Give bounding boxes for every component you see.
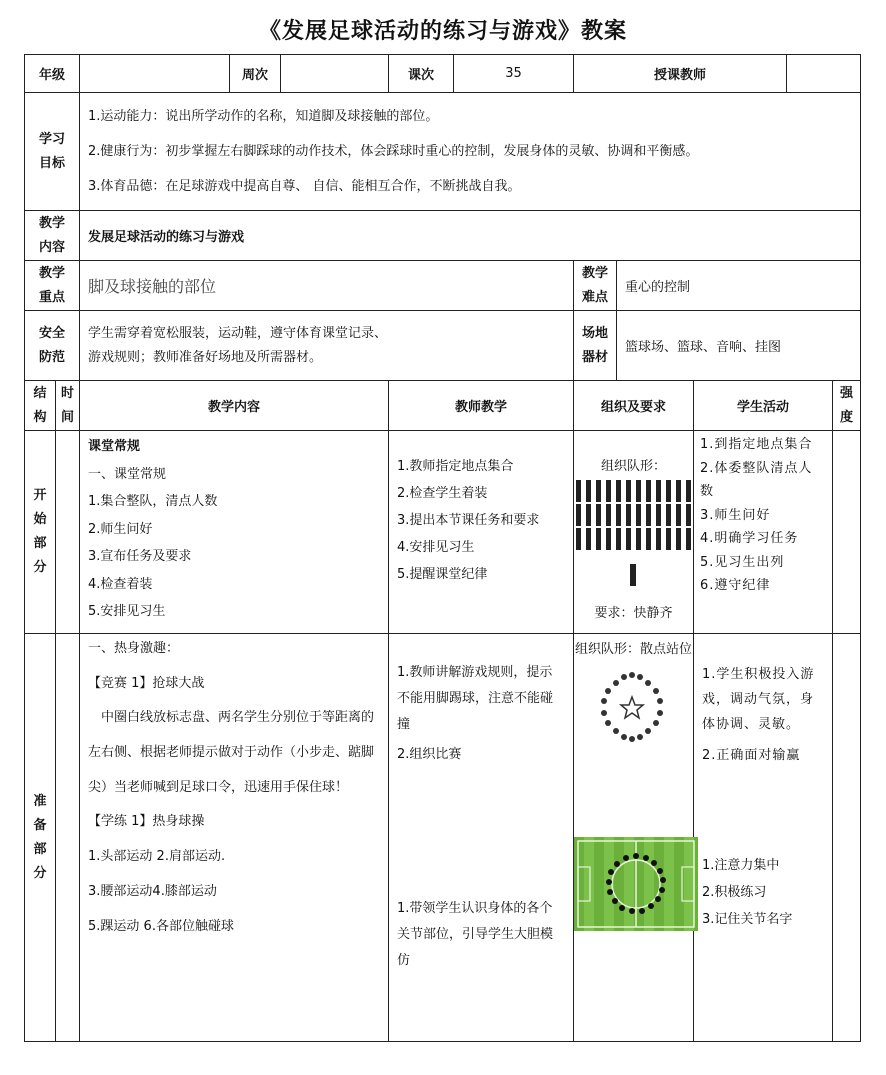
difficulty-label: 教学 难点 xyxy=(574,261,617,311)
safety-label: 安全 防范 xyxy=(25,311,80,381)
start-teacher: 1.教师指定地点集合 2.检查学生着装 3.提出本节课任务和要求 4.安排见习生 5.提醒课堂纪律 xyxy=(389,431,574,634)
teacher-value xyxy=(787,55,861,93)
prep-content: 一、热身激趣： 【竞赛 1】抢球大战 中圈白线放标志盘、两名学生分别位于等距离的左右侧、根据老师提示做对于动作（小步走、踮脚尖）当老师喊到足球口令，迅速用手保住球！ 【学练 1】热身球操 1.头部运动 2.肩部运动. 3.腰部运动4.膝部运动 5.踝运动 6.各部位触碰球 xyxy=(80,634,389,1042)
prep-teacher: 1.教师讲解游戏规则，提示不能用脚踢球，注意不能碰撞 2.组织比赛 1.带领学生认识身体的各个关节部位，引导学生大胆模仿 xyxy=(389,634,574,1042)
start-intensity xyxy=(833,431,861,634)
col-time: 时 间 xyxy=(56,381,80,431)
lesson-value: 35 xyxy=(454,55,574,93)
goals-label: 学习 目标 xyxy=(25,93,80,211)
week-value xyxy=(281,55,389,93)
teacher-label: 授课教师 xyxy=(574,55,787,93)
goal-item: 1.运动能力：说出所学动作的名称，知道脚及球接触的部位。 xyxy=(88,109,439,124)
page-title: 《发展足球活动的练习与游戏》教案 xyxy=(258,19,627,44)
soccer-field-icon xyxy=(574,837,698,931)
col-intensity: 强 度 xyxy=(833,381,861,431)
start-org: 组织队形： 要求：快静齐 xyxy=(574,431,694,634)
prep-time xyxy=(56,634,80,1042)
prep-section-label: 准 备 部 分 xyxy=(25,634,56,1042)
equipment-value: 篮球场、篮球、音响、挂图 xyxy=(617,311,861,381)
content-label: 教学 内容 xyxy=(25,211,80,261)
goal-item: 2.健康行为：初步掌握左右脚踩球的动作技术，体会踩球时重心的控制，发展身体的灵敏、协调和平衡感。 xyxy=(88,144,699,159)
start-section-label: 开 始 部 分 xyxy=(25,431,56,634)
grade-value xyxy=(80,55,230,93)
safety-value: 学生需穿着宽松服装，运动鞋，遵守体育课堂记录、 游戏规则；教师准备好场地及所需器材。 xyxy=(80,311,574,381)
lesson-label: 课次 xyxy=(389,55,454,93)
key-value: 脚及球接触的部位 xyxy=(80,261,574,311)
prep-intensity xyxy=(833,634,861,1042)
prep-org: 组织队形：散点站位 xyxy=(574,634,694,1042)
key-label: 教学 重点 xyxy=(25,261,80,311)
col-content: 教学内容 xyxy=(80,381,389,431)
formation-rows-icon xyxy=(574,480,694,590)
col-teacher: 教师教学 xyxy=(389,381,574,431)
col-org: 组织及要求 xyxy=(574,381,694,431)
col-structure: 结 构 xyxy=(25,381,56,431)
equipment-label: 场地 器材 xyxy=(574,311,617,381)
week-label: 周次 xyxy=(230,55,281,93)
lesson-plan-table xyxy=(24,54,861,1042)
col-student: 学生活动 xyxy=(694,381,833,431)
difficulty-value: 重心的控制 xyxy=(617,261,861,311)
content-value: 发展足球活动的练习与游戏 xyxy=(80,211,861,261)
grade-label: 年级 xyxy=(25,55,80,93)
goal-item: 3.体育品德：在足球游戏中提高自尊、 自信、能相互合作，不断挑战自我。 xyxy=(88,179,521,194)
goals-list xyxy=(80,93,861,211)
start-content: 课堂常规 一、课堂常规 1.集合整队，清点人数 2.师生问好 3.宣布任务及要求 4.检查着装 5.安排见习生 xyxy=(80,431,389,634)
prep-student: 1.学生积极投入游戏，调动气氛，身体协调、灵敏。 2.正确面对输赢 1.注意力集中 2.积极练习 3.记住关节名字 xyxy=(694,634,833,1042)
scatter-formation-icon xyxy=(594,669,674,749)
start-student: 1.到指定地点集合 2.体委整队清点人数 3.师生问好 4.明确学习任务 5.见习生出列 6.遵守纪律 xyxy=(694,431,833,634)
start-time xyxy=(56,431,80,634)
